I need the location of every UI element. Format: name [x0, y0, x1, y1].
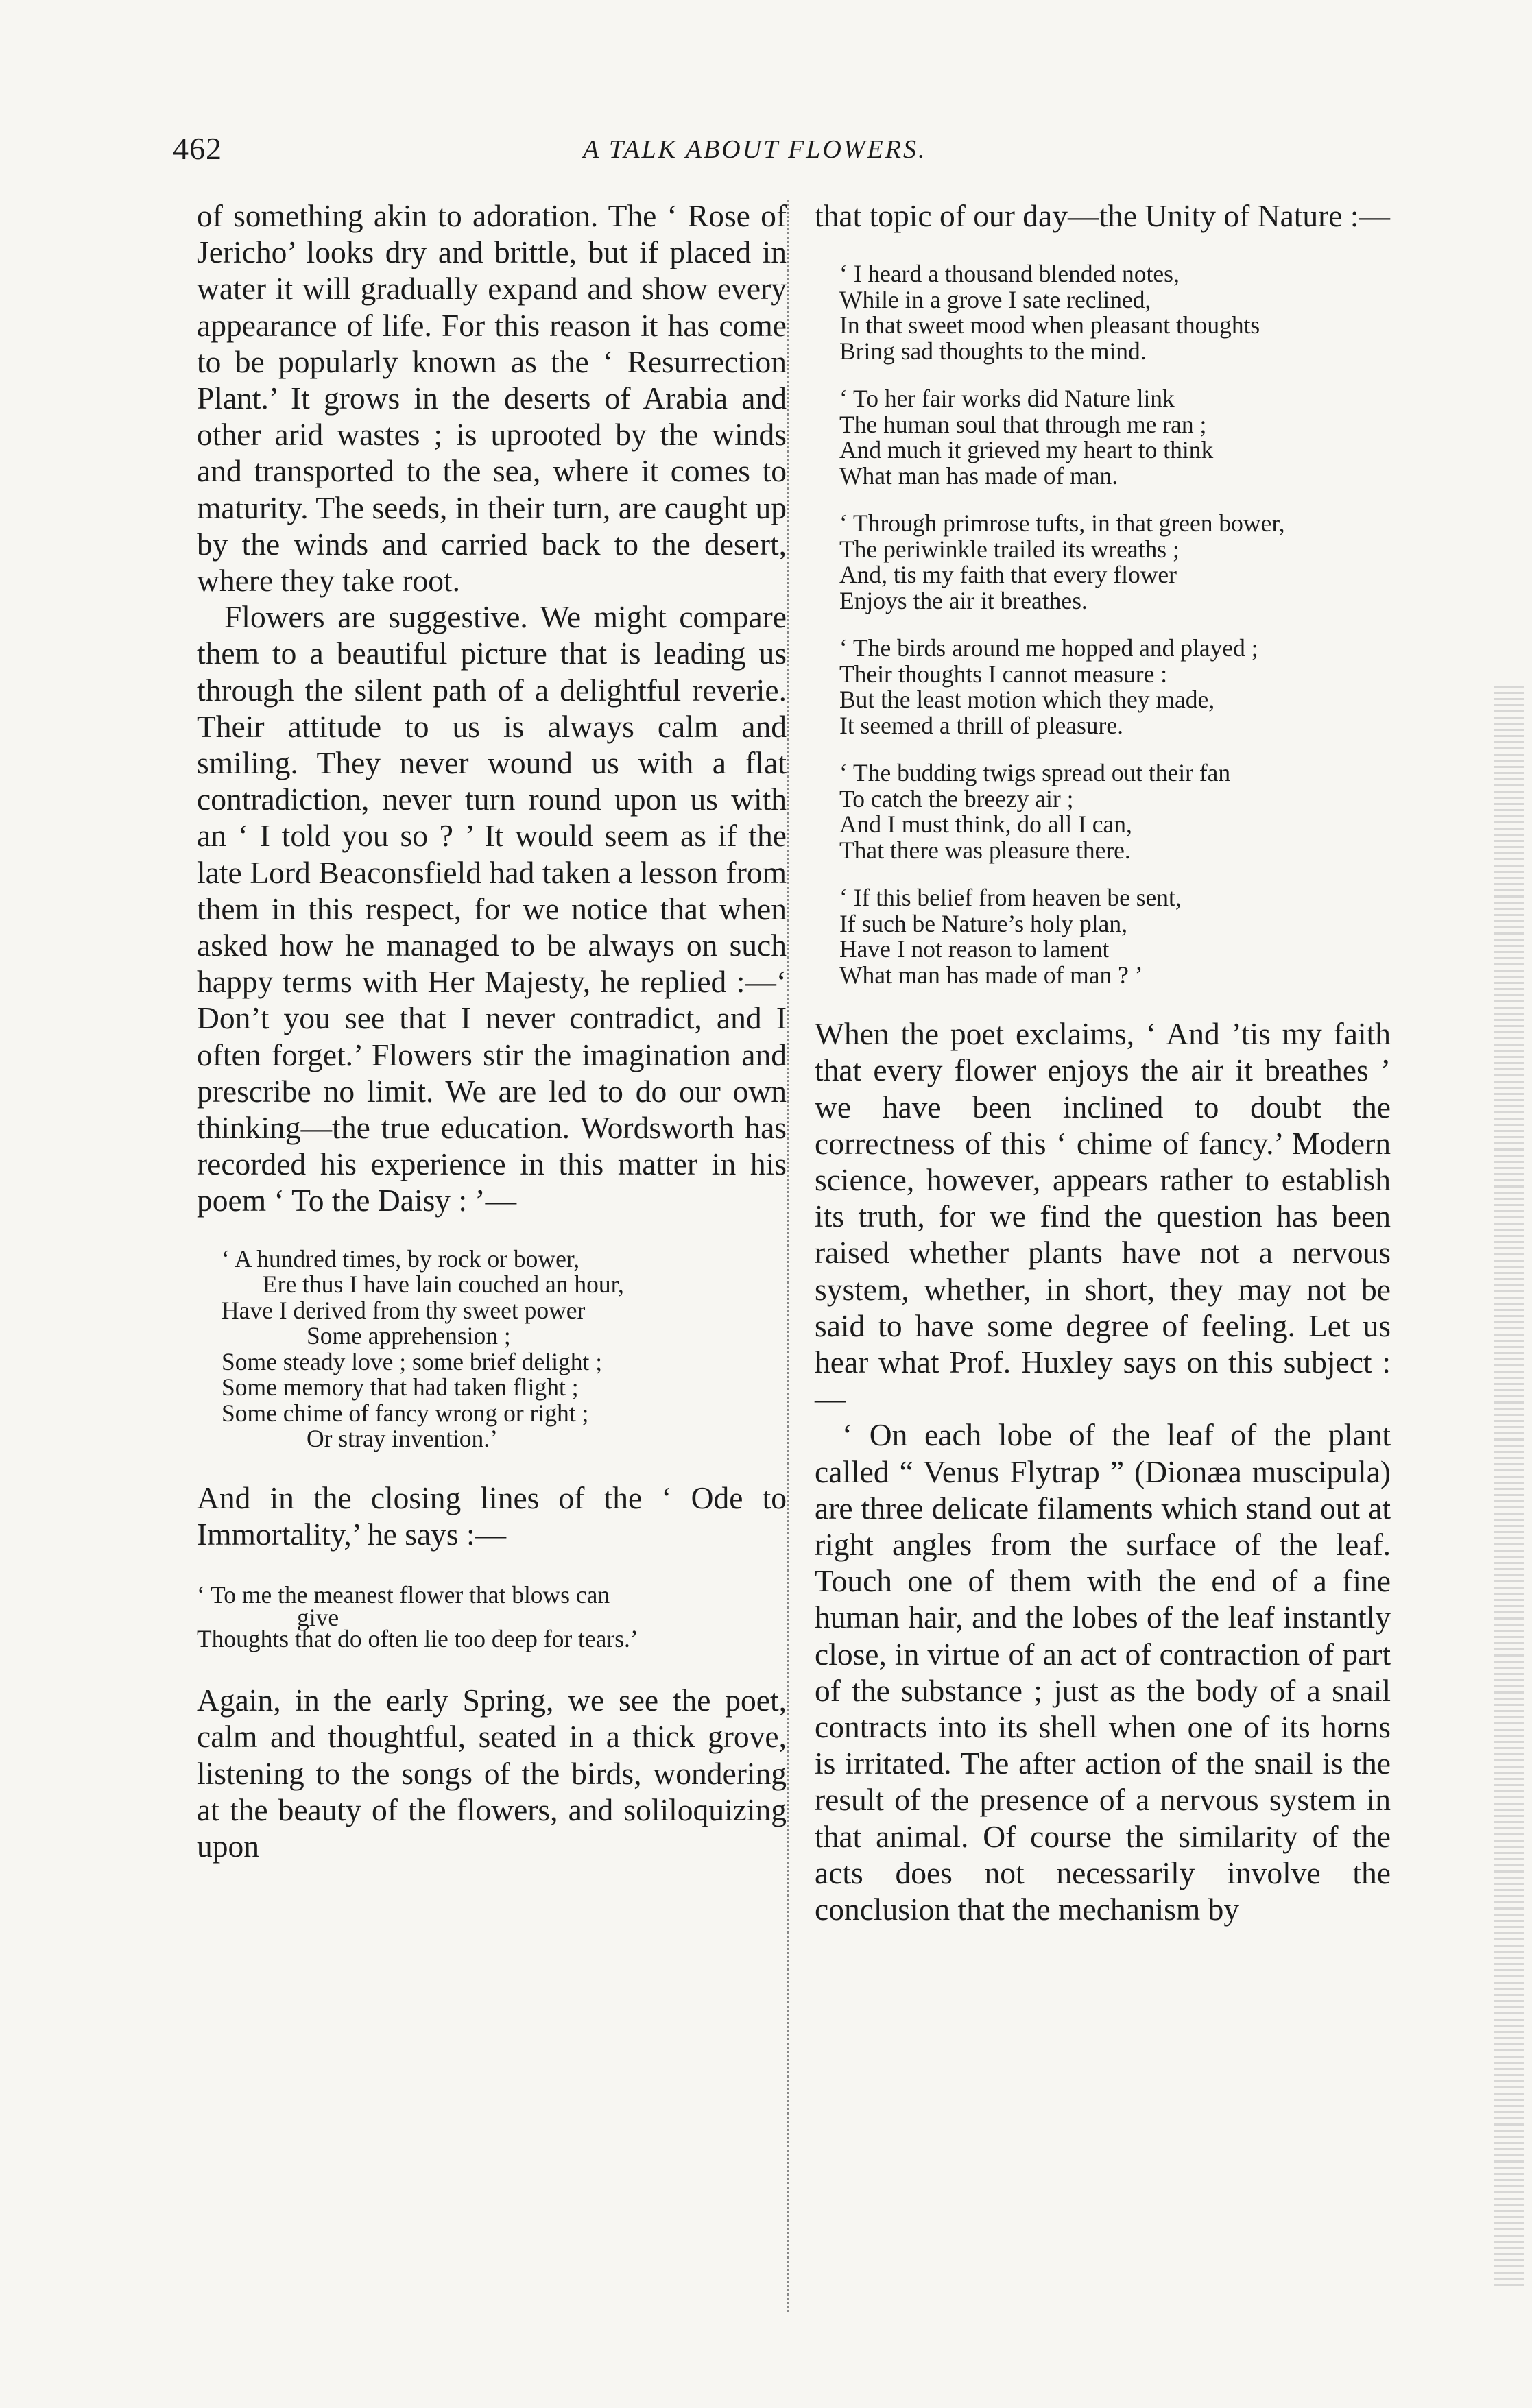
poem-line: ‘ Through primrose tufts, in that green bower, [839, 509, 1285, 538]
paragraph: that topic of our day—the Unity of Nature :— [815, 198, 1391, 233]
running-title: A TALK ABOUT FLOWERS. [583, 135, 927, 164]
poem-line: While in a grove I sate reclined, [839, 285, 1151, 313]
poem-line: Have I derived from thy sweet power [222, 1296, 586, 1324]
poem-line: Some chime of fancy wrong or right ; [222, 1399, 589, 1427]
poem-line: What man has made of man ? ’ [839, 961, 1143, 989]
poem-line: To catch the breezy air ; [839, 784, 1074, 812]
poem-line: Ere thus I have lain couched an hour, [263, 1271, 624, 1299]
right-column [815, 197, 1391, 1927]
left-column [197, 197, 787, 1864]
poem-line: If such be Nature’s holy plan, [839, 909, 1127, 937]
poem-line: Some apprehension ; [307, 1322, 511, 1350]
poem-line: ‘ The budding twigs spread out their fan [839, 759, 1231, 787]
page-edge-shadow [1494, 686, 1524, 2290]
poem-line: Bring sad thoughts to the mind. [839, 337, 1147, 365]
poem-line: ‘ To her fair works did Nature link [839, 385, 1175, 413]
daisy-poem [197, 1244, 787, 1453]
poem-line: ‘ I heard a thousand blended notes, [839, 260, 1180, 288]
poem-line: The human soul that through me ran ; [839, 410, 1207, 438]
poem-line: And I must think, do all I can, [839, 810, 1132, 839]
column-divider [787, 200, 789, 2312]
paragraph: And in the closing lines of the ‘ Ode to Immortality,’ he says :— [197, 1480, 787, 1552]
paragraph: Flowers are suggestive. We might compare them to a beautiful picture that is leading us through the silent path of a delightful reverie. Their attitude to us is always calm and smiling. They never wound us with a flat contradiction, never turn round upon us with an ‘ I told you so ? ’ It would seem as if the late Lord Beaconsfield had taken a lesson from them in this respect, for we notice that when asked how he managed to be always on such happy terms with Her Majesty, he replied :—‘ Don’t you see that I never contradict, and I often forget.’ Flowers stir the imagination and prescribe no limit. We are led to do our own thinking—the true education. Wordsworth has recorded his experience in this matter in his poem ‘ To the Daisy : ’— [197, 599, 787, 1218]
quote-line: Thoughts that do often lie too deep for tears.’ [197, 1624, 638, 1652]
wordsworth-poem [815, 261, 1391, 988]
paragraph: Again, in the early Spring, we see the poet, calm and thoughtful, seated in a thick grove, listening to the songs of the birds, wondering at the beauty of the flowers, and soliloquizing upon [197, 1683, 787, 1864]
poem-line: In that sweet mood when pleasant thoughts [839, 311, 1260, 339]
ode-quote [197, 1582, 787, 1652]
page-number: 462 [173, 131, 222, 166]
poem-line: But the least motion which they made, [839, 686, 1215, 714]
paragraph: ‘ On each lobe of the leaf of the plant called “ Venus Flytrap ” (Dionæa muscipula) are three delicate filaments which stand out at right angles from the surface of the leaf. Touch one of them with the end of a fine human hair, and the lobes of the leaf instantly close, in virtue of an act of contraction of part of the substance ; just as the body of a snail contracts into its shell when one of its horns is irritated. The after action of the snail is the result of the presence of a nervous system in that animal. Of course the similarity of the acts does not necessarily involve the conclusion that the mechanism by [815, 1417, 1391, 1927]
paragraph: When the poet exclaims, ‘ And ’tis my faith that every flower enjoys the air it breathes ’ we have been inclined to doubt the correctness of this ‘ chime of fancy.’ Modern science, however, appears rather to establish its truth, for we find the question has been raised whether plants have not a nervous system, whether, in short, they may not be said to have some degree of feeling. Let us hear what Prof. Huxley says on this subject :— [815, 1016, 1391, 1417]
quote-line: ‘ To me the meanest flower that blows can [197, 1581, 610, 1609]
poem-line: ‘ The birds around me hopped and played ; [839, 634, 1258, 662]
poem-line: What man has made of man. [839, 461, 1118, 490]
page-header [0, 130, 1532, 171]
poem-line: ‘ If this belief from heaven be sent, [839, 884, 1182, 912]
paragraph: of something akin to adoration. The ‘ Rose of Jericho’ looks dry and brittle, but if placed in water it will gradually expand and show every appearance of life. For this reason it has come to be popularly known as the ‘ Resurrection Plant.’ It grows in the deserts of Arabia and other arid wastes ; is uprooted by the winds and transported to the sea, where it comes to maturity. The seeds, in their turn, are caught up by the winds and carried back to the desert, where they take root. [197, 198, 787, 599]
poem-line: And much it grieved my heart to think [839, 436, 1214, 464]
poem-line: That there was pleasure there. [839, 836, 1131, 864]
poem-line: Some steady love ; some brief delight ; [222, 1347, 603, 1375]
poem-line: Enjoys the air it breathes. [839, 586, 1088, 614]
poem-line: Or stray invention.’ [307, 1425, 499, 1453]
poem-line: ‘ A hundred times, by rock or bower, [222, 1244, 580, 1273]
poem-line: And, tis my faith that every flower [839, 561, 1177, 589]
poem-line: The periwinkle trailed its wreaths ; [839, 535, 1180, 563]
poem-line: Their thoughts I cannot measure : [839, 660, 1168, 688]
poem-line: Have I not reason to lament [839, 935, 1110, 963]
poem-line: It seemed a thrill of pleasure. [839, 711, 1124, 739]
poem-line: Some memory that had taken flight ; [222, 1373, 579, 1401]
quote-line: give [297, 1603, 339, 1631]
